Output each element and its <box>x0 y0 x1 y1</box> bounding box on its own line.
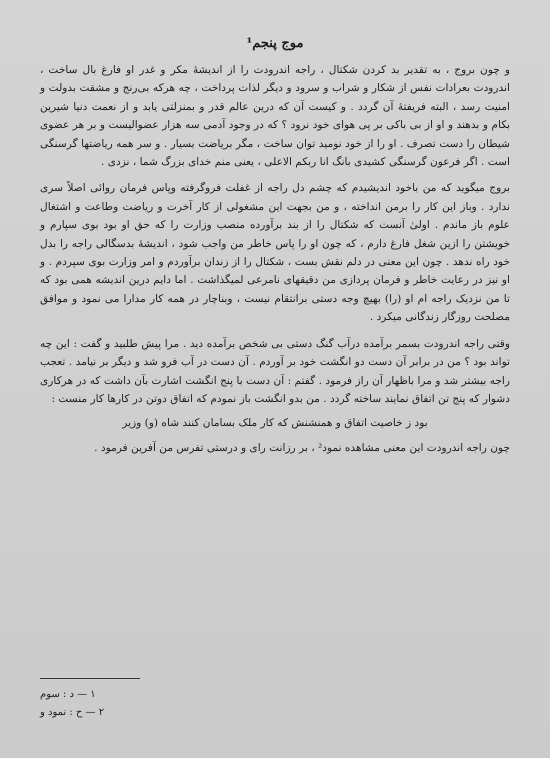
paragraph: وقتی راجه اندرودت بسمر برآمده درآب گنگ دستی بی شخص برآمده دید . مرا پیش طلبید و گفت : این چه تواند بود ؟ من در برابر آن دست دو انگشت خود بر آوردم . آن دست در آب فرو شد و دیگر بر نیامد . تعجب راجه بیشتر شد و مرا باظهار آن راز فرمود . گفتم : آن دست با پنج انگشت اشارت بآن داشت که در هرکاری دشوار که پنج تن اتفاق نمایند ساخته گردد . من بدو انگشت باز نمودم که اتفاق دوتن در کارها کار منست : <box>40 337 510 405</box>
paragraph: بروج میگوید که من باخود اندیشیدم که چشم دل راجه از غفلت فروگرفته وپاس فرمان روائی اصلاً سری ندارد . وباز این کار را برمن انداخته ، و من بجهت این مشغولی از کار آخرت و ریاضت وطاعت و اشتغال علوم باز ماندم . اولیٰ آنست که شکتال را از بند برآورده منصب وزارت را که حق او بود بوی سپارم و خویشتن را ازین شغل فارغ دارم ، که چون او را پاس خاطر من واجب شود ، اندیشهٔ بدسگالی راجه را بدل خود راه ندهد . چون این معنی در دلم نقش بست ، شکتال را از زندان برآوردم و امر وزارت بوی سپردم . و او نیز در رعایت خاطر و فرمان پردازی من دقیقهای نامرعی لمیگذاشت . اما دایم درین اندیشه همی بود که تا من نزدیک راجه ام او (را) بهیچ وجه دستی برانتقام نیست ، وبناچار در همه کار مدارا می نمود و موافق مصلحت روزگار زندگانی میکرد . <box>40 182 510 324</box>
chapter-heading: موج پنجم¹ <box>246 36 304 51</box>
footnote-rule <box>40 678 140 679</box>
verse-line: بود ز خاصیت اتفاق و همنشنش که کار ملک بسامان کنند شاه (و) وزیر <box>122 417 428 430</box>
paragraph: چون راجه اندرودت این معنی مشاهده نمود² ، بر رزانت رای و درستی تفرس من آفرین فرمود . <box>94 441 510 454</box>
footnote: ۲ — ح : نمود و <box>40 707 105 718</box>
body-text <box>40 61 510 457</box>
footnote: ۱ — د : سوم <box>40 689 96 700</box>
paragraph: و چون بروج ، به تقدیر بد کردن شکتال ، راجه اندرودت را از اندیشهٔ مکر و غدر او فارغ بال ساخت ، اندرودت بعرادات نفس از شکار و شراب و سرود و دیگر لذات پرداخت ، چه هرکه بی‌رنج و مشقت بدولت و امنیت رسد ، البته فریفتهٔ آن گردد . و کیست آن که درین عالم قدر و بمنزلتی یابد و از نعمت دنیا شیرین بکام و بدهند و او از بی باکی بر پی هوای خود نرود ؟ که در وجود آدمی سه هزار عضوالیست و بر هر عضوی شیطان را دست تصرف . او را از خود نومید توان ساخت ، مگر بریاضت بسیار . و سر همه ریاضتها گرسنگی است . اگر فرعون گرسنگی کشیدی بانگ انا ربکم الاعلی ، یعنی منم خدای بزرگ شما ، نزدی . <box>40 64 510 169</box>
footnotes <box>40 686 240 722</box>
